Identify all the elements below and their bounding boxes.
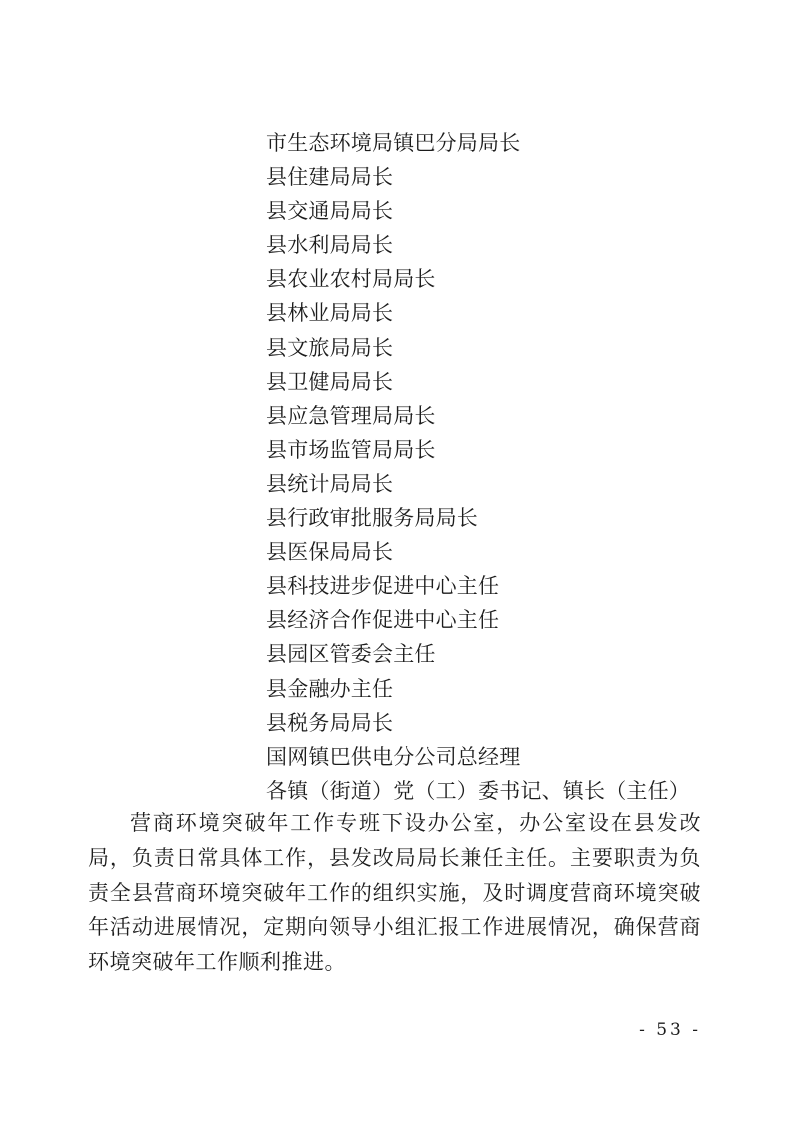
roster-item: 县水利局局长 xyxy=(266,233,394,258)
roster-item: 县经济合作促进中心主任 xyxy=(266,608,500,633)
roster-item: 县税务局局长 xyxy=(266,710,394,735)
roster-item: 县市场监管局局长 xyxy=(266,437,436,462)
roster-item: 县科技进步促进中心主任 xyxy=(266,574,500,599)
roster-item: 县园区管委会主任 xyxy=(266,642,436,667)
page-number: - 53 - xyxy=(639,1020,701,1040)
roster-item: 市生态环境局镇巴分局局长 xyxy=(266,131,521,155)
roster-item: 县农业农村局局长 xyxy=(266,267,436,292)
roster-item: 各镇（街道）党（工）委书记、镇长（主任） xyxy=(266,778,690,803)
roster-item: 国网镇巴供电分公司总经理 xyxy=(266,744,521,769)
roster-item: 县住建局局长 xyxy=(266,165,394,190)
roster-item: 县文旅局局长 xyxy=(266,335,394,360)
roster-item: 县统计局局长 xyxy=(266,471,394,496)
roster-item: 县行政审批服务局局长 xyxy=(266,506,478,531)
roster-item: 县金融办主任 xyxy=(266,676,394,701)
office-duties-paragraph: 营商环境突破年工作专班下设办公室，办公室设在县发改局，负责日常具体工作，县发改局局长兼任主任。主要职责为负责全县营商环境突破年工作的组织实施，及时调度营商环境突破年活动进展情况，定期向领导小组汇报工作进展情况，确保营商环境突破年工作顺利推进。 xyxy=(88,811,701,975)
roster-item: 县医保局局长 xyxy=(266,540,394,565)
roster-item: 县交通局局长 xyxy=(266,199,394,224)
official-roster-list xyxy=(266,126,713,808)
roster-item: 县卫健局局长 xyxy=(266,369,394,394)
roster-item: 县应急管理局局长 xyxy=(266,403,436,428)
roster-item: 县林业局局长 xyxy=(266,301,394,326)
